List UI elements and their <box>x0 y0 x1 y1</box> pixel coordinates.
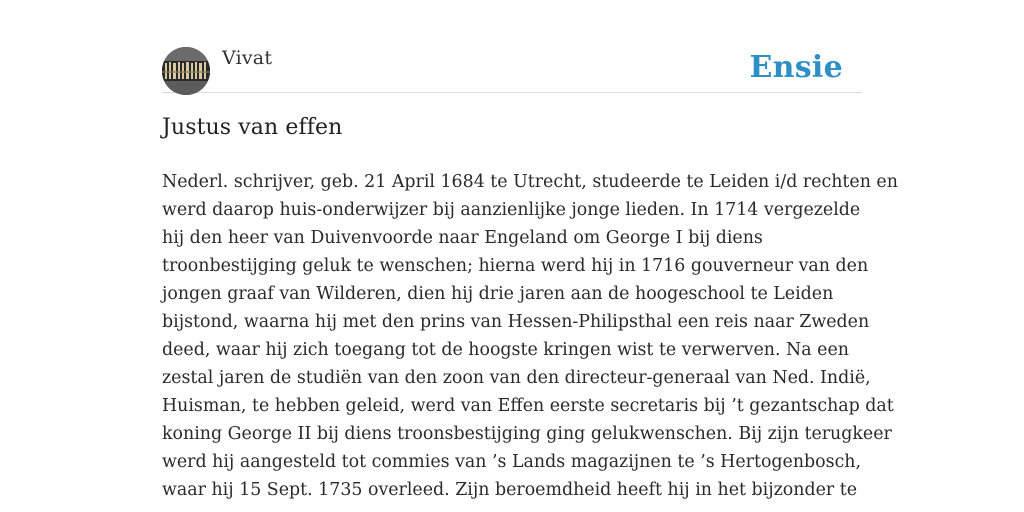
article-line: bijstond, waarna hij met den prins van Hessen-Philipsthal een reis naar Zweden <box>162 312 870 332</box>
site-logo[interactable]: Ensie <box>749 50 843 85</box>
article-line: koning George II bij diens troonsbestijging ging gelukwenschen. Bij zijn terugkeer <box>162 424 892 444</box>
article-body <box>162 168 898 504</box>
article-line: zestal jaren de studiën van den zoon van den directeur-generaal van Ned. Indië, <box>162 368 871 388</box>
article-line: deed, waar hij zich toegang tot de hoogste kringen wist te verwerven. Na een <box>162 340 849 360</box>
article-line: jongen graaf van Wilderen, dien hij drie jaren aan de hoogeschool te Leiden <box>162 284 834 304</box>
article-line: werd hij aangesteld tot commies van ’s Lands magazijnen te ’s Hertogenbosch, <box>162 452 862 472</box>
article-line: Huisman, te hebben geleid, werd van Effen eerste secretaris bij ’t gezantschap dat <box>162 396 894 416</box>
article-line: hij den heer van Duivenvoorde naar Engeland om George I bij diens <box>162 228 763 248</box>
book-spines-avatar-icon <box>162 47 210 95</box>
article-line: troonbestijging geluk te wenschen; hierna werd hij in 1716 gouverneur van den <box>162 256 869 276</box>
article-line: Nederl. schrijver, geb. 21 April 1684 te Utrecht, studeerde te Leiden i/d rechten en <box>162 172 898 192</box>
article-line: waar hij 15 Sept. 1735 overleed. Zijn beroemdheid heeft hij in het bijzonder te <box>162 480 857 500</box>
avatar[interactable] <box>162 47 210 95</box>
article-line: werd daarop huis-onderwijzer bij aanzienlijke jonge lieden. In 1714 vergezelde <box>162 200 861 220</box>
author-name[interactable]: Vivat <box>222 47 273 69</box>
header <box>162 46 862 93</box>
page-title: Justus van effen <box>162 115 343 140</box>
